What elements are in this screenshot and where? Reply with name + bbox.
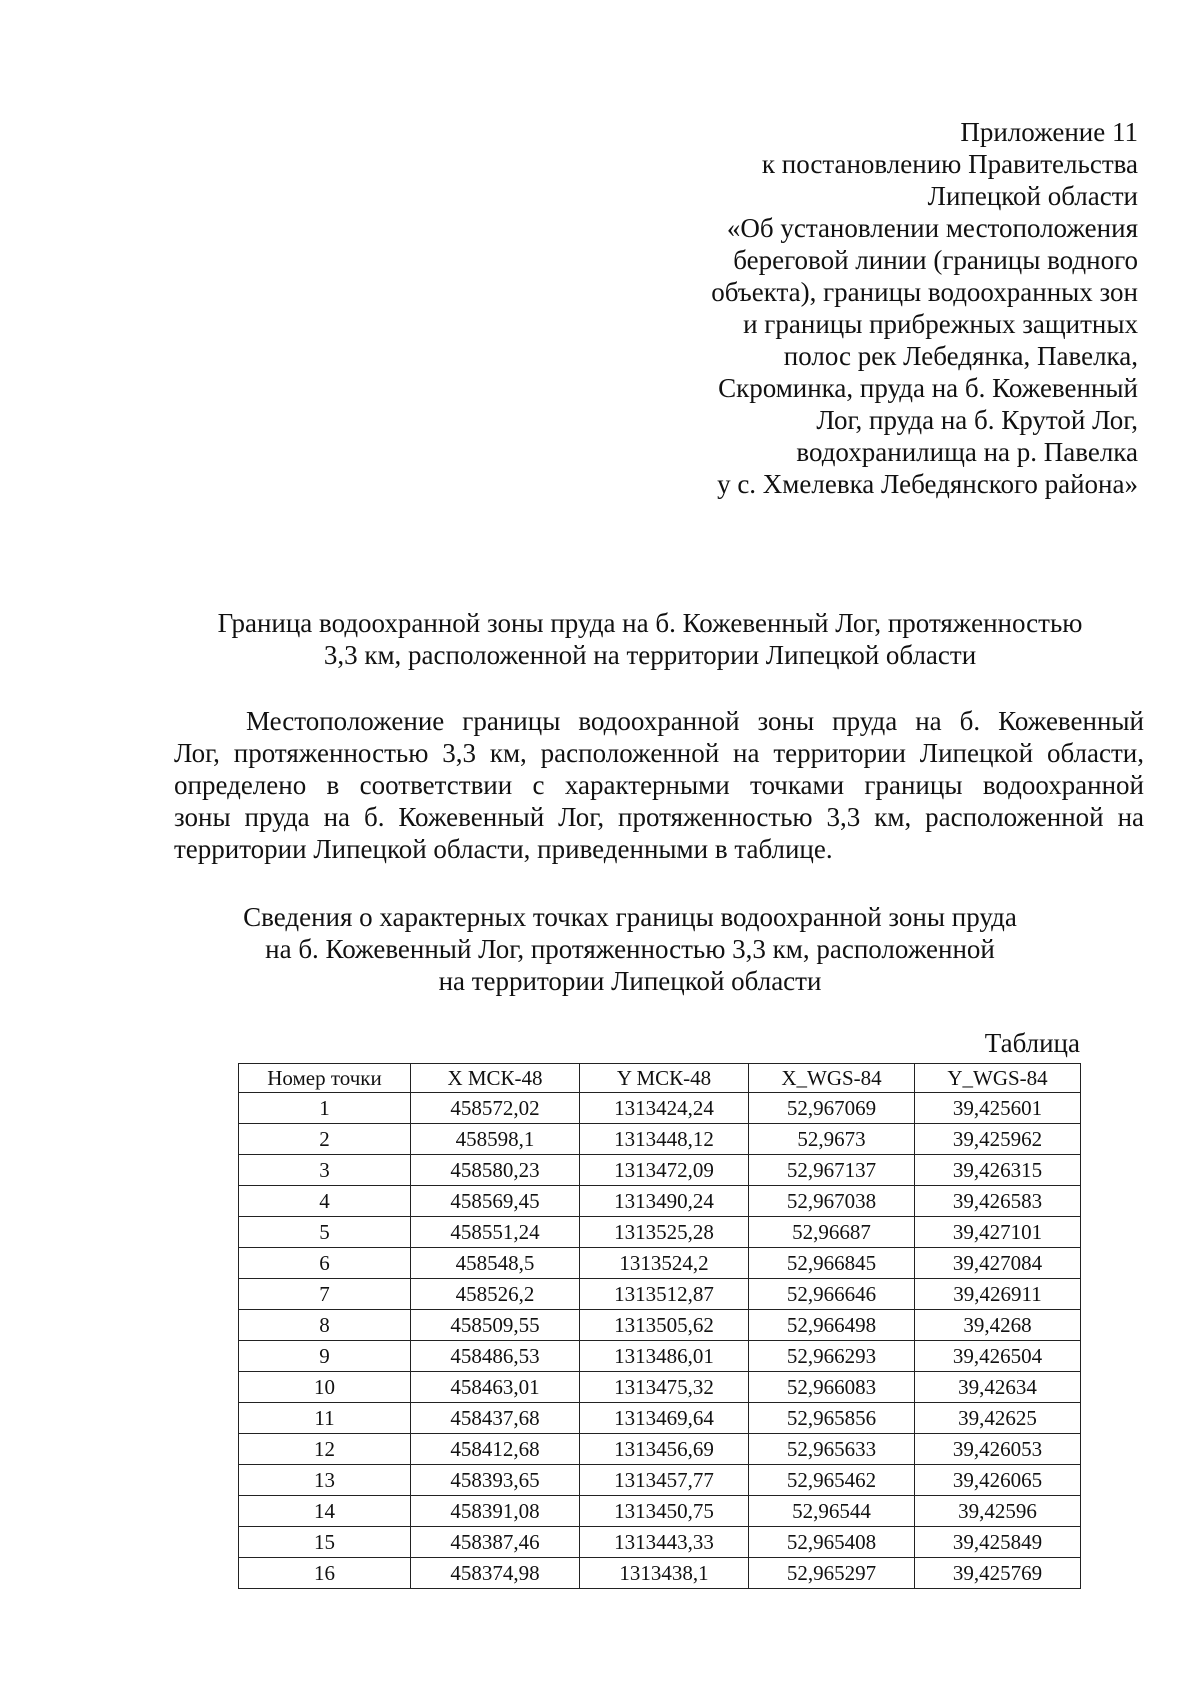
- cell-point-number: 9: [239, 1341, 411, 1372]
- cell-y-wgs84: 39,42625: [915, 1403, 1081, 1434]
- cell-y-msk48: 1313469,64: [580, 1403, 749, 1434]
- cell-x-wgs84: 52,967137: [749, 1155, 915, 1186]
- paragraph-line: Местоположение границы водоохранной зоны пруда на б. Кожевенный: [246, 706, 1144, 736]
- cell-x-wgs84: 52,965408: [749, 1527, 915, 1558]
- cell-y-wgs84: 39,426065: [915, 1465, 1081, 1496]
- cell-point-number: 16: [239, 1558, 411, 1589]
- table-row: [239, 1434, 1081, 1465]
- table-row: [239, 1310, 1081, 1341]
- cell-x-wgs84: 52,9673: [749, 1124, 915, 1155]
- appendix-line: Скроминка, пруда на б. Кожевенный: [718, 373, 1138, 403]
- cell-x-wgs84: 52,966646: [749, 1279, 915, 1310]
- appendix-line: Приложение 11: [960, 117, 1138, 147]
- table-row: [239, 1186, 1081, 1217]
- appendix-line: береговой линии (границы водного: [733, 245, 1138, 275]
- header-x-msk48: X МСК-48: [411, 1064, 580, 1093]
- table-caption: [230, 901, 1030, 997]
- cell-y-wgs84: 39,42634: [915, 1372, 1081, 1403]
- cell-x-msk48: 458548,5: [411, 1248, 580, 1279]
- cell-x-wgs84: 52,966498: [749, 1310, 915, 1341]
- header-x-wgs84: X_WGS-84: [749, 1064, 915, 1093]
- cell-y-msk48: 1313486,01: [580, 1341, 749, 1372]
- cell-y-wgs84: 39,425849: [915, 1527, 1081, 1558]
- cell-point-number: 8: [239, 1310, 411, 1341]
- cell-x-msk48: 458391,08: [411, 1496, 580, 1527]
- appendix-line: Липецкой области: [927, 181, 1138, 211]
- cell-point-number: 12: [239, 1434, 411, 1465]
- cell-x-wgs84: 52,96544: [749, 1496, 915, 1527]
- table-row: [239, 1465, 1081, 1496]
- cell-y-wgs84: 39,426911: [915, 1279, 1081, 1310]
- caption-line: Сведения о характерных точках границы водоохранной зоны пруда: [243, 902, 1017, 932]
- heading-line: Граница водоохранной зоны пруда на б. Кожевенный Лог, протяженностью: [217, 608, 1083, 638]
- body-paragraph: [174, 705, 1144, 865]
- cell-y-wgs84: 39,426583: [915, 1186, 1081, 1217]
- cell-x-msk48: 458387,46: [411, 1527, 580, 1558]
- cell-point-number: 4: [239, 1186, 411, 1217]
- cell-y-msk48: 1313512,87: [580, 1279, 749, 1310]
- cell-y-wgs84: 39,425601: [915, 1093, 1081, 1124]
- cell-point-number: 10: [239, 1372, 411, 1403]
- table-row: [239, 1093, 1081, 1124]
- appendix-block: [578, 116, 1138, 500]
- cell-y-wgs84: 39,426504: [915, 1341, 1081, 1372]
- cell-y-msk48: 1313424,24: [580, 1093, 749, 1124]
- appendix-line: полос рек Лебедянка, Павелка,: [783, 341, 1138, 371]
- appendix-line: Лог, пруда на б. Крутой Лог,: [816, 405, 1138, 435]
- cell-x-msk48: 458526,2: [411, 1279, 580, 1310]
- table-header-row: [239, 1064, 1081, 1093]
- header-point-number: Номер точки: [239, 1064, 411, 1093]
- cell-x-msk48: 458486,53: [411, 1341, 580, 1372]
- table-body: [239, 1093, 1081, 1589]
- cell-x-wgs84: 52,967069: [749, 1093, 915, 1124]
- coordinates-table: [238, 1063, 1081, 1589]
- cell-y-msk48: 1313448,12: [580, 1124, 749, 1155]
- appendix-line: и границы прибрежных защитных: [743, 309, 1138, 339]
- table-row: [239, 1124, 1081, 1155]
- appendix-line: водохранилища на р. Павелка: [796, 437, 1138, 467]
- table-row: [239, 1496, 1081, 1527]
- cell-x-wgs84: 52,967038: [749, 1186, 915, 1217]
- cell-point-number: 6: [239, 1248, 411, 1279]
- table-row: [239, 1217, 1081, 1248]
- cell-y-wgs84: 39,427101: [915, 1217, 1081, 1248]
- cell-x-wgs84: 52,96687: [749, 1217, 915, 1248]
- cell-y-wgs84: 39,426053: [915, 1434, 1081, 1465]
- cell-x-msk48: 458412,68: [411, 1434, 580, 1465]
- cell-point-number: 3: [239, 1155, 411, 1186]
- paragraph-line: зоны пруда на б. Кожевенный Лог, протяженностью 3,3 км, расположенной на: [174, 802, 1144, 832]
- cell-y-wgs84: 39,425962: [915, 1124, 1081, 1155]
- cell-x-msk48: 458551,24: [411, 1217, 580, 1248]
- cell-y-wgs84: 39,426315: [915, 1155, 1081, 1186]
- cell-y-msk48: 1313475,32: [580, 1372, 749, 1403]
- table-row: [239, 1558, 1081, 1589]
- cell-y-msk48: 1313524,2: [580, 1248, 749, 1279]
- cell-point-number: 1: [239, 1093, 411, 1124]
- cell-x-msk48: 458393,65: [411, 1465, 580, 1496]
- cell-y-wgs84: 39,42596: [915, 1496, 1081, 1527]
- cell-point-number: 13: [239, 1465, 411, 1496]
- cell-y-msk48: 1313457,77: [580, 1465, 749, 1496]
- appendix-line: объекта), границы водоохранных зон: [711, 277, 1138, 307]
- cell-y-msk48: 1313490,24: [580, 1186, 749, 1217]
- table-row: [239, 1372, 1081, 1403]
- cell-y-wgs84: 39,427084: [915, 1248, 1081, 1279]
- cell-x-msk48: 458598,1: [411, 1124, 580, 1155]
- table-row: [239, 1341, 1081, 1372]
- caption-line: на территории Липецкой области: [438, 966, 822, 996]
- header-y-wgs84: Y_WGS-84: [915, 1064, 1081, 1093]
- table-row: [239, 1248, 1081, 1279]
- cell-point-number: 15: [239, 1527, 411, 1558]
- cell-x-wgs84: 52,966293: [749, 1341, 915, 1372]
- appendix-line: к постановлению Правительства: [761, 149, 1138, 179]
- table-row: [239, 1403, 1081, 1434]
- table-row: [239, 1527, 1081, 1558]
- cell-x-wgs84: 52,965297: [749, 1558, 915, 1589]
- document-heading: [0, 607, 1200, 671]
- cell-point-number: 14: [239, 1496, 411, 1527]
- cell-x-msk48: 458374,98: [411, 1558, 580, 1589]
- cell-x-msk48: 458509,55: [411, 1310, 580, 1341]
- cell-y-wgs84: 39,4268: [915, 1310, 1081, 1341]
- table-row: [239, 1279, 1081, 1310]
- cell-y-msk48: 1313525,28: [580, 1217, 749, 1248]
- table-label: Таблица: [984, 1028, 1080, 1058]
- paragraph-line: Лог, протяженностью 3,3 км, расположенной на территории Липецкой области,: [174, 738, 1144, 768]
- cell-y-wgs84: 39,425769: [915, 1558, 1081, 1589]
- cell-x-wgs84: 52,965462: [749, 1465, 915, 1496]
- cell-x-wgs84: 52,965633: [749, 1434, 915, 1465]
- cell-x-msk48: 458580,23: [411, 1155, 580, 1186]
- cell-x-msk48: 458572,02: [411, 1093, 580, 1124]
- cell-x-wgs84: 52,966845: [749, 1248, 915, 1279]
- cell-x-wgs84: 52,965856: [749, 1403, 915, 1434]
- appendix-line: «Об установлении местоположения: [726, 213, 1138, 243]
- cell-x-msk48: 458437,68: [411, 1403, 580, 1434]
- paragraph-line: определено в соответствии с характерными точками границы водоохранной: [174, 770, 1144, 800]
- cell-x-wgs84: 52,966083: [749, 1372, 915, 1403]
- cell-y-msk48: 1313505,62: [580, 1310, 749, 1341]
- heading-line: 3,3 км, расположенной на территории Липецкой области: [323, 640, 977, 670]
- cell-point-number: 11: [239, 1403, 411, 1434]
- cell-y-msk48: 1313443,33: [580, 1527, 749, 1558]
- header-y-msk48: Y МСК-48: [580, 1064, 749, 1093]
- cell-y-msk48: 1313472,09: [580, 1155, 749, 1186]
- cell-x-msk48: 458569,45: [411, 1186, 580, 1217]
- caption-line: на б. Кожевенный Лог, протяженностью 3,3 км, расположенной: [265, 934, 995, 964]
- cell-point-number: 5: [239, 1217, 411, 1248]
- cell-y-msk48: 1313456,69: [580, 1434, 749, 1465]
- cell-point-number: 7: [239, 1279, 411, 1310]
- table-row: [239, 1155, 1081, 1186]
- cell-x-msk48: 458463,01: [411, 1372, 580, 1403]
- cell-point-number: 2: [239, 1124, 411, 1155]
- cell-y-msk48: 1313450,75: [580, 1496, 749, 1527]
- cell-y-msk48: 1313438,1: [580, 1558, 749, 1589]
- appendix-line: у с. Хмелевка Лебедянского района»: [717, 469, 1138, 499]
- paragraph-line: территории Липецкой области, приведенными в таблице.: [174, 834, 833, 864]
